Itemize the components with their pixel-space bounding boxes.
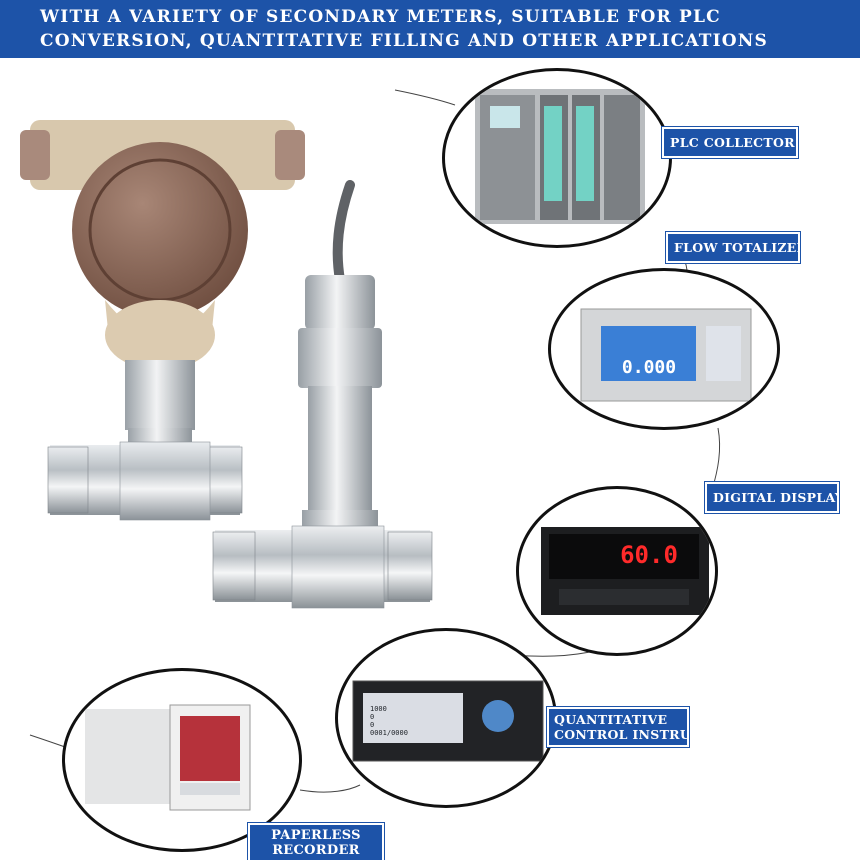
flow-totalizer-label: [666, 232, 808, 263]
paperless-line-2: RECORDER: [272, 843, 360, 858]
digital-display-label: [705, 482, 845, 513]
qci-value-1: 1000: [370, 705, 387, 713]
plc-module-image: [445, 71, 672, 248]
flow-totalizer-text: FLOW TOTALIZER: [674, 240, 808, 255]
banner-line-2: CONVERSION, QUANTITATIVE FILLING AND OTHER APPLICATIONS: [40, 31, 769, 51]
quantitative-control-circle: [335, 628, 557, 808]
qci-value-2: 0: [370, 713, 375, 721]
plc-collector-label: [662, 127, 798, 158]
qci-value-3: 0: [370, 721, 375, 729]
paperless-line-1: PAPERLESS: [271, 828, 361, 843]
digital-display-text: DIGITAL DISPLAY: [713, 490, 845, 505]
banner-line-1: WITH A VARIETY OF SECONDARY METERS, SUITABLE FOR PLC: [40, 7, 721, 27]
totalizer-device-image: [551, 271, 780, 430]
turbine-flowmeter-cable: [210, 180, 440, 620]
digital-display-circle: [516, 486, 718, 656]
plc-collector-text: PLC COLLECTOR: [670, 135, 795, 150]
quantitative-line-2: CONTROL INSTRUMENT: [554, 727, 737, 742]
plc-collector-circle: [442, 68, 672, 248]
qci-value-4: 0001/0000: [370, 729, 408, 737]
quantitative-line-1: QUANTITATIVE: [554, 712, 668, 727]
quantitative-control-label: [547, 707, 737, 747]
flow-totalizer-circle: [548, 268, 780, 430]
display-led-value: 60.0: [620, 541, 678, 569]
paperless-recorder-label: [248, 823, 384, 860]
digital-display-image: [519, 489, 718, 656]
quantitative-screen: [370, 705, 460, 737]
totalizer-screen-value: 0.000: [621, 357, 677, 378]
